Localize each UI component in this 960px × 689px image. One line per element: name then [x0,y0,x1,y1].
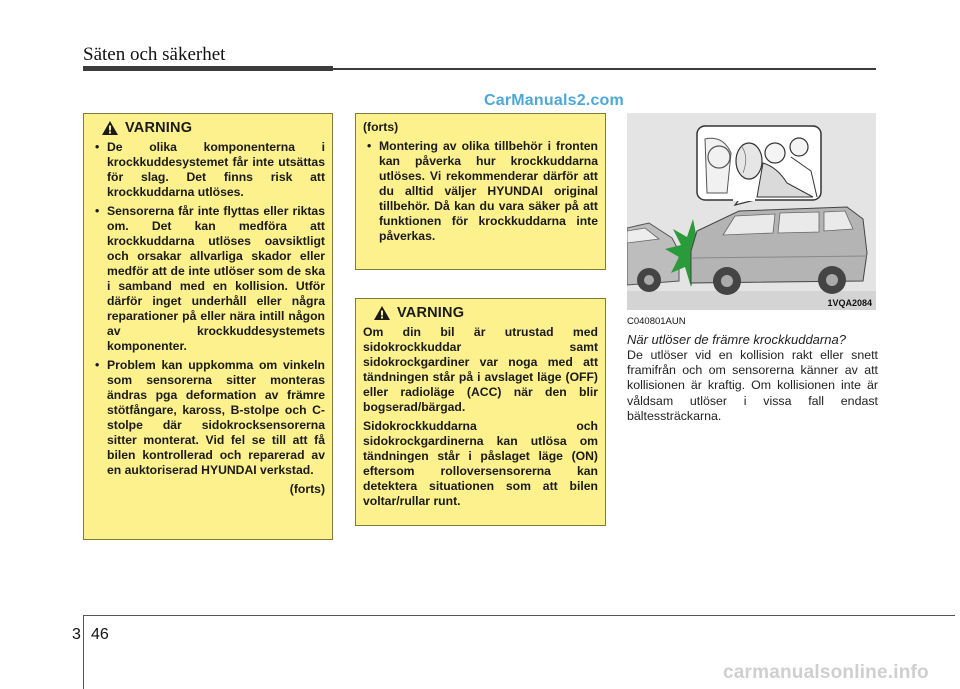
header-rule-thick [83,66,333,71]
chapter-number: 3 [72,626,81,643]
continuation-list [363,139,598,244]
collision-drawing [627,113,876,310]
warning-paragraph: Om din bil är utrustad med sidokrockkuddar samt sidokrockgardiner var noga med att tändningen står på i avslaget läge (OFF) eller radioläge (ACC) när den blir bogserad/bärgad. [363,325,598,414]
page-number: 46 [91,626,109,643]
footer-divider [83,615,84,689]
warning-paragraph: Sidokrockkuddarna och sidokrockgardinerna kan utlösa om tändningen står i påslaget läge (ON) eftersom rolloversensorerna kan detektera situationen som att bilen voltar/rullar runt. [363,419,598,508]
collision-illustration [627,113,876,310]
warning-heading [101,120,325,136]
warning-item: • Problem kan uppkomma om vinkeln som sensorerna sitter monteras ändras pga deformation av främre stötfångare, kaross, B-stolpe och C-stolpe där sidokrocksensorerna sitter monterat. Vid fel se till att få bilen kontrollerad och reparerad av en auktoriserad HYUNDAI verkstad. [91,358,325,478]
warning-box-right [355,298,606,526]
footer-rule [83,615,955,616]
section-heading: När utlöser de främre krockkuddarna? [627,332,846,347]
continuation-box [355,113,606,270]
warning-heading-text: VARNING [125,119,193,136]
warning-heading-text: VARNING [397,304,465,321]
warning-list [91,140,325,478]
chapter-title: Säten och säkerhet [83,44,226,65]
warning-box-left [83,113,333,540]
watermark-link[interactable]: CarManuals2.com [484,92,624,109]
figure-code: 1VQA2084 [827,298,872,308]
warning-triangle-icon [101,120,119,136]
continued-label: (forts) [289,482,325,496]
section-body: De utlöser vid en kollision rakt eller snett framifrån och om sensorerna känner av att kollisionen är kraftig. Om kollisionen inte är våldsam utlöser i vissa fall endast bältessträckarna. [627,348,878,423]
header-rule [333,68,876,70]
footer-watermark: carmanualsonline.info [723,662,929,683]
warning-heading [373,305,598,321]
section-code: C040801AUN [627,316,686,327]
continued-heading: (forts) [363,120,399,134]
continuation-item: • Montering av olika tillbehör i fronten kan påverka hur krockkuddarna utlöses. Vi rekommenderar därför att du alltid väljer HYUNDAI original tillbehör. Då kan du vara säker på att funktionen för krockkuddarna inte påverkas. [363,139,598,244]
warning-item: • De olika komponenterna i krockkuddesystemet får inte utsättas för slag. Det finns risk att krockkuddarna utlöses. [91,140,325,200]
warning-item: • Sensorerna får inte flyttas eller riktas om. Det kan medföra att krockkuddarna utlöses oavsiktligt och orsakar allvarliga skador eller medför att de inte utlöser som de ska i samband med en kollision. Utför därför inget underhåll eller några reparationer på eller nära intill någon av krockkuddesystemets komponenter. [91,204,325,354]
warning-triangle-icon [373,305,391,321]
